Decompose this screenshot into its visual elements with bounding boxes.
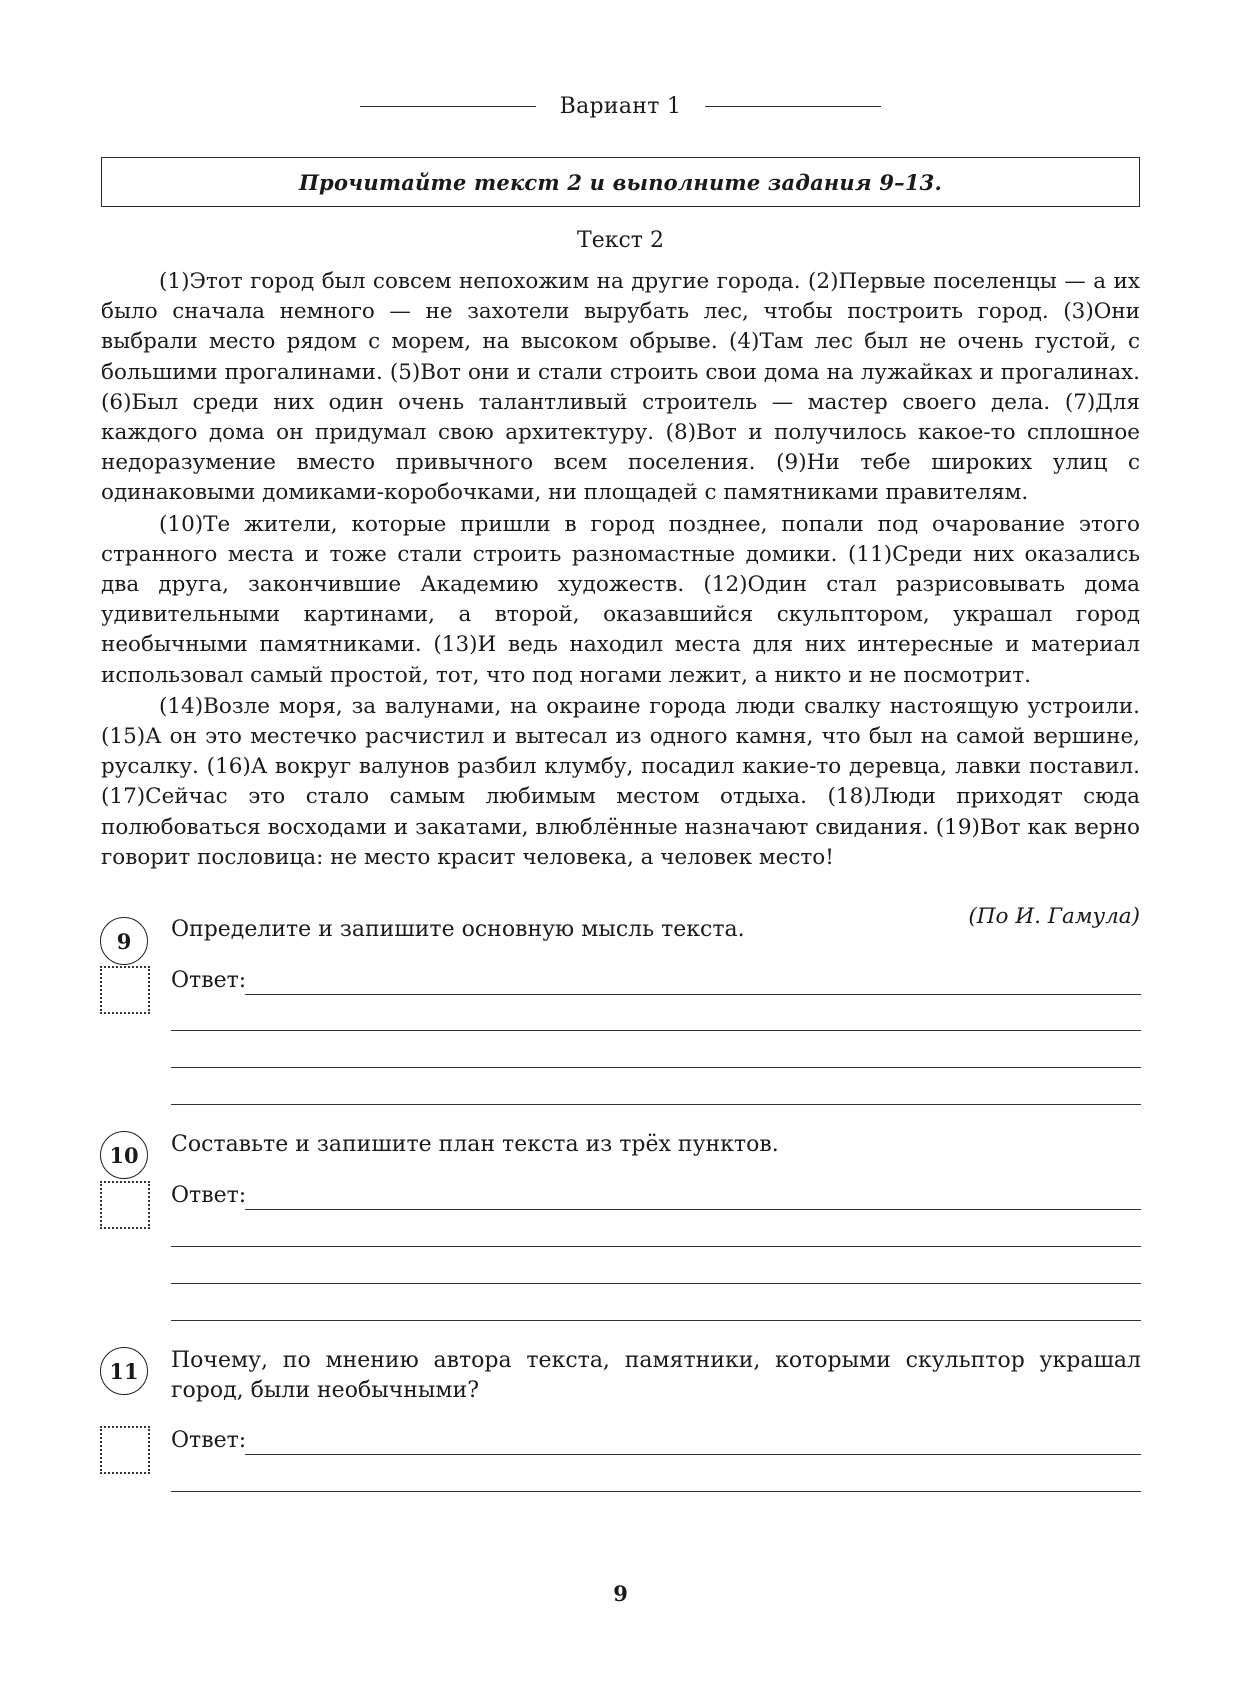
task-9-answer-line-1[interactable] xyxy=(245,994,1141,995)
task-11-answer-line-1[interactable] xyxy=(245,1454,1141,1455)
task-10-score-box[interactable] xyxy=(100,1181,150,1229)
task-10-answer-line-4[interactable] xyxy=(171,1320,1141,1321)
variant-title: Вариант 1 xyxy=(559,93,682,119)
task-11-answer-label: Ответ: xyxy=(171,1428,247,1453)
task-9-answer-label: Ответ: xyxy=(171,968,247,993)
header-rule-left xyxy=(360,106,536,107)
reading-text xyxy=(101,267,1140,873)
text-title: Текст 2 xyxy=(577,228,664,253)
task-9-answer-line-3[interactable] xyxy=(171,1067,1141,1068)
task-11-score-box[interactable] xyxy=(100,1426,150,1474)
task-9-number: 9 xyxy=(100,917,148,965)
task-11-question: Почему, по мнению автора текста, памятники, которыми скульптор украшал город, были необычными? xyxy=(171,1348,1141,1403)
text-source: (По И. Гамула) xyxy=(968,904,1140,929)
task-11-answer-line-2[interactable] xyxy=(171,1491,1141,1492)
paragraph-1: (1)Этот город был совсем непохожим на другие города. (2)Первые поселенцы — а их было сначала немного — не захотели вырубать лес, чтобы построить город. (3)Они выбрали место рядом с морем, на высоком обрыве. (4)Там лес был не очень густой, с большими прогалинами. (5)Вот они и стали строить свои дома на лужайках и прогалинах. (6)Был среди них один очень талантливый строитель — мастер своего дела. (7)Для каждого дома он придумал свою архитектуру. (8)Вот и получилось какое-то сплошное недоразумение вместо привычного всем поселения. (9)Ни тебе широких улиц с одинаковыми домиками-коробочками, ни площадей с памятниками правителям. xyxy=(101,269,1140,506)
paragraph-3: (14)Возле моря, за валунами, на окраине города люди свалку настоящую устроили. (15)А он это местечко расчистил и вытесал из одного камня, что был на самой вершине, русалку. (16)А вокруг валунов разбил клумбу, посадил какие-то деревца, лавки поставил. (17)Сейчас это стало самым любимым местом отдыха. (18)Люди приходят сюда полюбоваться восходами и закатами, влюблённые назначают свидания. (19)Вот как верно говорит пословица: не место красит человека, а человек место! xyxy=(101,693,1140,870)
paragraph-2: (10)Те жители, которые пришли в город позднее, попали под очарование этого странного места и тоже стали строить разномастные домики. (11)Среди них оказались два друга, закончившие Академию художеств. (12)Один стал разрисовывать дома удивительными картинами, а второй, оказавшийся скульптором, украшал город необычными памятниками. (13)И ведь находил места для них интересные и материал использовал самый простой, тот, что под ногами лежит, а никто и не посмотрит. xyxy=(101,511,1140,688)
task-10-answer-line-1[interactable] xyxy=(245,1209,1141,1210)
task-9-answer-line-2[interactable] xyxy=(171,1030,1141,1031)
task-10-number: 10 xyxy=(100,1131,148,1179)
task-11-number: 11 xyxy=(100,1347,148,1395)
task-9-score-box[interactable] xyxy=(100,966,150,1014)
task-9-answer-line-4[interactable] xyxy=(171,1104,1141,1105)
instruction-box: Прочитайте текст 2 и выполните задания 9–13. xyxy=(101,157,1140,207)
task-10-answer-label: Ответ: xyxy=(171,1183,247,1208)
header-rule-right xyxy=(705,106,881,107)
task-10-answer-line-3[interactable] xyxy=(171,1283,1141,1284)
task-9-question: Определите и запишите основную мысль текста. xyxy=(171,917,745,942)
task-10-answer-line-2[interactable] xyxy=(171,1246,1141,1247)
task-10-question: Составьте и запишите план текста из трёх пунктов. xyxy=(171,1132,779,1157)
page-number: 9 xyxy=(613,1581,628,1606)
variant-header xyxy=(100,88,1141,124)
